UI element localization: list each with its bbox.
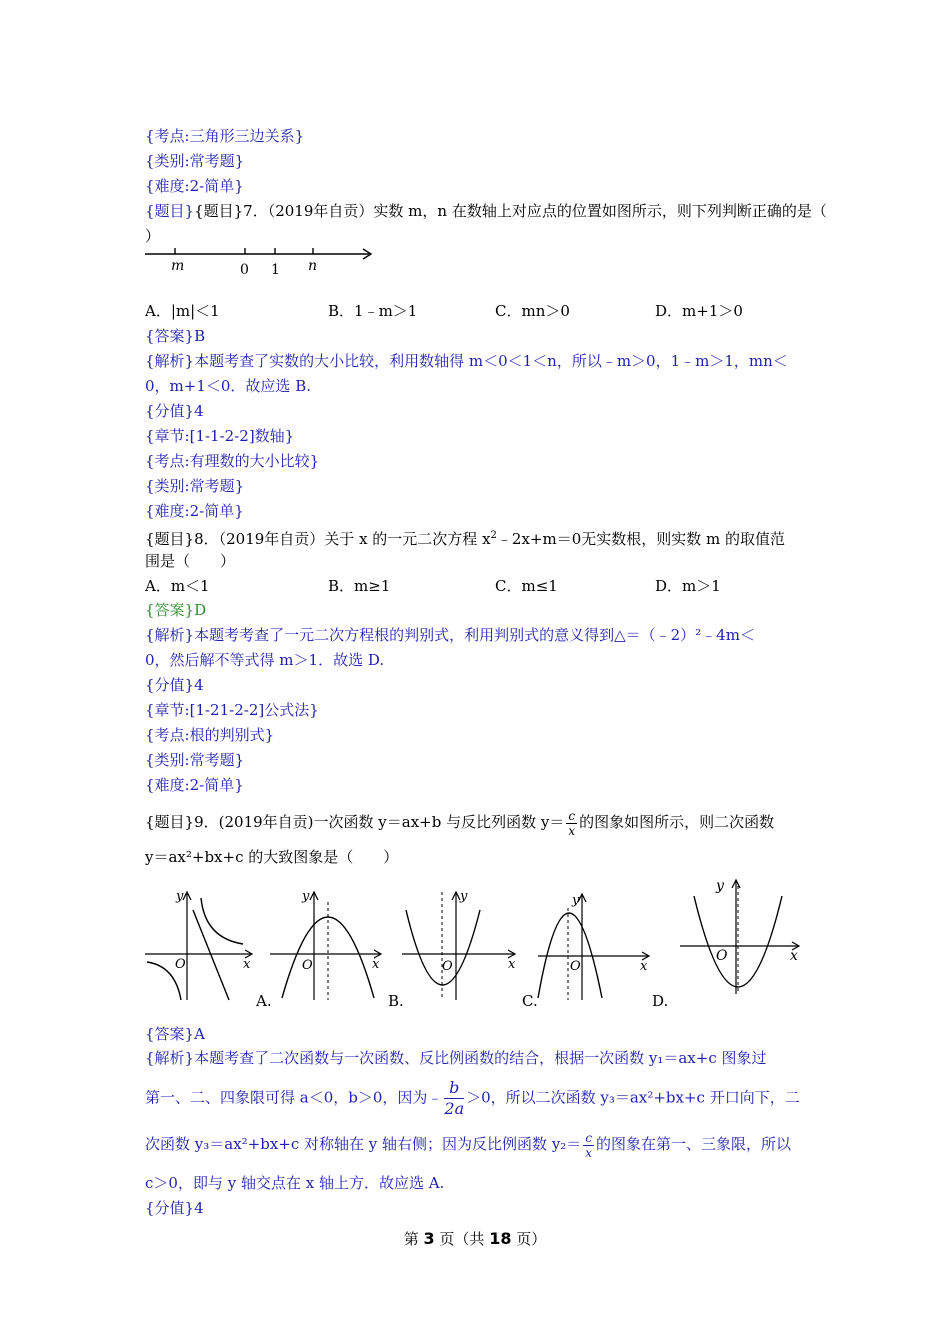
q7-jiexi-line2: 0，m+1＜0．故应选 B.	[145, 377, 311, 395]
q9-jiexi-line2	[145, 1078, 800, 1119]
nl-label-0: 0	[240, 262, 249, 278]
gc-o-label: O	[570, 959, 581, 974]
footer-total-pages: 18	[489, 1229, 512, 1248]
frac-num: b	[444, 1078, 464, 1099]
q8-option-d: D．m＞1	[655, 577, 721, 595]
footer-prefix: 第	[403, 1230, 419, 1248]
q9-jiexi-line4: c＞0，即与 y 轴交点在 x 轴上方．故应选 A.	[145, 1174, 445, 1192]
gb-x-label: x	[508, 957, 516, 972]
q8-answer: {答案}D	[145, 601, 207, 619]
q8-stem-line2: 围是（ ）	[145, 552, 236, 570]
q8-kaodian: {考点:根的判别式}	[145, 726, 275, 744]
nl-label-1: 1	[271, 262, 280, 278]
q9-jiexi-line3	[145, 1130, 791, 1160]
frac-den: x	[585, 1145, 593, 1160]
q9-given-graph	[145, 888, 257, 1003]
q7-nandu: {难度:2-简单}	[145, 502, 244, 520]
frac-den: 2a	[444, 1099, 465, 1118]
q7-option-c: C．mn＞0	[495, 302, 570, 320]
kaodian-prev: {考点:三角形三边关系}	[145, 127, 305, 145]
ga-y-label: y	[302, 889, 310, 904]
q8-stem-b: ﹣2x+m＝0无实数根，则实数 m 的取值范	[496, 530, 786, 548]
frac-den: x	[568, 823, 576, 838]
footer-middle: 页（共	[439, 1230, 485, 1248]
ga-o-label: O	[302, 958, 313, 973]
frac-num: c	[568, 808, 576, 823]
q9-jiexi3-b: 的图象在第一、三象限，所以	[596, 1135, 792, 1153]
q9-jiexi2-a: 第一、二、四象限可得 a＜0，b＞0，因为﹣	[145, 1088, 443, 1107]
q8-option-b: B．m≥1	[328, 577, 391, 595]
q9-fenzhi: {分值}4	[145, 1199, 204, 1217]
q7-jiexi-line1: {解析}本题考查了实数的大小比较，利用数轴得 m＜0＜1＜n，所以﹣m＞0，1﹣m＞1，mn＜	[145, 352, 788, 370]
q7-answer: {答案}B	[145, 327, 206, 345]
gd-o-label: O	[716, 948, 728, 964]
q7-option-a: A．|m|＜1	[145, 302, 220, 320]
gc-x-label: x	[640, 959, 648, 974]
gd-x-label: x	[790, 948, 798, 964]
q8-stem-a: {题目}8．（2019年自贡）关于 x 的一元二次方程 x	[145, 530, 491, 548]
q9-graph-a	[268, 888, 388, 1003]
q9-graph-d	[678, 876, 808, 996]
q7-number-line	[145, 244, 375, 278]
gb-y-label: y	[460, 889, 468, 904]
q9-jiexi2-b: ＞0，所以二次函数 y₃＝ax²+bx+c 开口向下，二	[466, 1088, 800, 1107]
q8-zhangjie: {章节:[1-21-2-2]公式法}	[145, 701, 319, 719]
q7-option-b: B．1﹣m＞1	[328, 302, 418, 320]
q9-option-c-label: C.	[522, 992, 538, 1010]
q9-graph-b	[400, 888, 522, 1003]
q8-stem-line1	[145, 526, 785, 549]
q9-stem-line2: y＝ax²+bx+c 的大致图象是（ ）	[145, 848, 399, 866]
q7-zhangjie: {章节:[1-1-2-2]数轴}	[145, 427, 295, 445]
q7-tag: {题目}	[145, 202, 195, 220]
gd-y-label: y	[716, 878, 724, 894]
footer-page-number: 3	[423, 1229, 435, 1248]
q8-fenzhi: {分值}4	[145, 676, 204, 694]
q7-stem-line2: ）	[145, 227, 161, 245]
ga-x-label: x	[372, 957, 380, 972]
q9-stem-a: {题目}9．(2019年自贡)一次函数 y＝ax+b 与反比列函数 y＝	[145, 813, 565, 831]
q7-fenzhi: {分值}4	[145, 402, 204, 420]
nl-label-m: m	[171, 258, 185, 274]
page-footer	[0, 1228, 950, 1249]
q8-option-c: C．m≤1	[495, 577, 558, 595]
q9-jiexi-line1: {解析}本题考查了二次函数与一次函数、反比例函数的结合，根据一次函数 y₁＝ax+c 图象过	[145, 1049, 767, 1067]
q8-option-a: A．m＜1	[145, 577, 210, 595]
g0-x-label: x	[243, 957, 251, 972]
g0-o-label: O	[175, 957, 186, 972]
q9-stem-b: 的图象如图所示，则二次函数	[579, 813, 775, 831]
q7-stem-line1	[145, 201, 827, 221]
q8-nandu: {难度:2-简单}	[145, 776, 244, 794]
footer-suffix: 页）	[516, 1230, 547, 1248]
q9-option-d-label: D.	[652, 992, 669, 1010]
q7-leibie: {类别:常考题}	[145, 477, 245, 495]
q8-leibie: {类别:常考题}	[145, 751, 245, 769]
q9-option-a-label: A.	[256, 992, 272, 1010]
leibie-prev: {类别:常考题}	[145, 152, 245, 170]
q8-jiexi-line1: {解析}本题考考查了一元二次方程根的判别式，利用判别式的意义得到△＝（﹣2）²﹣4m＜	[145, 626, 755, 644]
q9-jiexi3-a: 次函数 y₃＝ax²+bx+c 对称轴在 y 轴右侧；因为反比例函数 y₂＝	[145, 1135, 582, 1153]
q8-jiexi-line2: 0，然后解不等式得 m＞1．故选 D.	[145, 651, 385, 669]
q9-stem-line1	[145, 808, 774, 838]
g0-y-label: y	[176, 889, 184, 904]
frac-num: c	[585, 1130, 593, 1145]
q9-option-b-label: B.	[388, 992, 404, 1010]
q8-stem-sup: 2	[490, 530, 497, 541]
q9-answer: {答案}A	[145, 1025, 205, 1043]
gb-o-label: O	[442, 959, 453, 974]
gc-y-label: y	[572, 893, 580, 908]
q9-frac-c-over-x-2	[583, 1131, 594, 1160]
q7-stem-text: {题目}7．（2019年自贡）实数 m，n 在数轴上对应点的位置如图所示，则下列判断正确的是（	[194, 202, 827, 220]
q9-frac-b-over-2a	[444, 1078, 464, 1119]
q9-frac-c-over-x	[566, 809, 577, 838]
nl-label-n: n	[308, 258, 318, 274]
nandu-prev: {难度:2-简单}	[145, 177, 244, 195]
q9-graph-c	[536, 888, 658, 1003]
q7-kaodian: {考点:有理数的大小比较}	[145, 452, 320, 470]
q7-option-d: D．m+1＞0	[655, 302, 743, 320]
